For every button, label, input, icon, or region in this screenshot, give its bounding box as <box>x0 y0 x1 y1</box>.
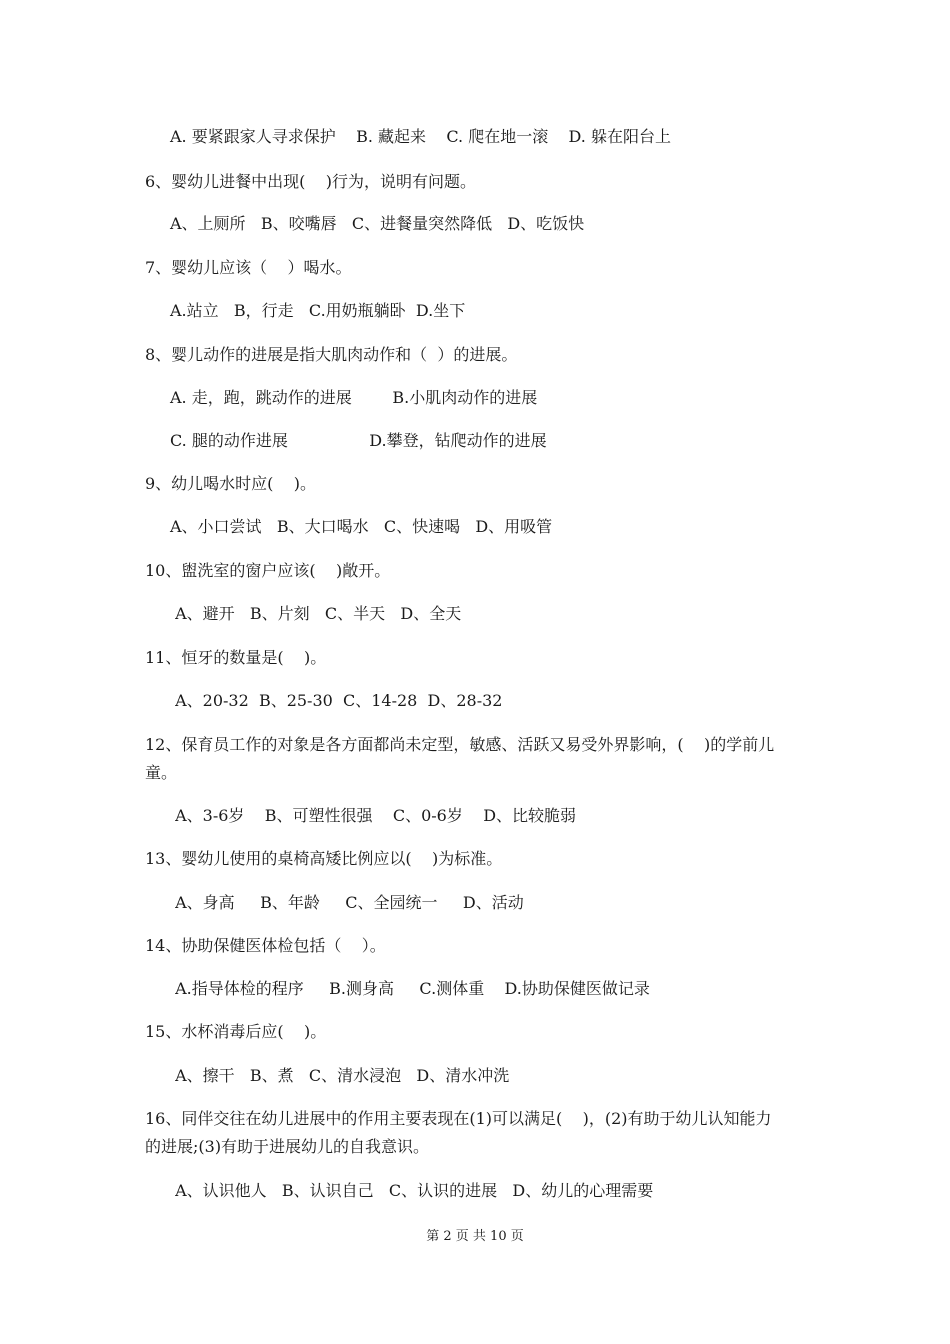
q13-question: 13、婴幼儿使用的桌椅高矮比例应以( )为标准。 <box>145 849 503 868</box>
q13-options: A、身高 B、年龄 C、全园统一 D、活动 <box>170 893 524 912</box>
q15-options: A、擦干 B、煮 C、清水浸泡 D、清水冲洗 <box>170 1066 510 1085</box>
q7-options: A.站立 B，行走 C.用奶瓶躺卧 D.坐下 <box>170 301 466 320</box>
q16-question-line1: 16、同伴交往在幼儿进展中的作用主要表现在(1)可以满足( )，(2)有助于幼儿认知能力 <box>145 1109 772 1128</box>
q11-options: A、20-32 B、25-30 C、14-28 D、28-32 <box>170 691 503 710</box>
q8-options-row1: A. 走，跑，跳动作的进展 B.小肌肉动作的进展 <box>170 388 538 407</box>
q16-question-line2: 的进展;(3)有助于进展幼儿的自我意识。 <box>145 1137 430 1156</box>
q8-question: 8、婴儿动作的进展是指大肌肉动作和（ ）的进展。 <box>145 345 518 364</box>
q11-question: 11、恒牙的数量是( )。 <box>145 648 327 667</box>
q12-question-line1: 12、保育员工作的对象是各方面都尚未定型，敏感、活跃又易受外界影响，( )的学前儿 <box>145 735 775 754</box>
q10-options: A、避开 B、片刻 C、半天 D、全天 <box>170 604 462 623</box>
q7-question: 7、婴幼儿应该（ ）喝水。 <box>145 258 352 277</box>
page-number-footer: 第 2 页 共 10 页 <box>426 1229 524 1244</box>
q16-options: A、认识他人 B、认识自己 C、认识的进展 D、幼儿的心理需要 <box>170 1181 654 1200</box>
q5-options: A. 要紧跟家人寻求保护 B. 藏起来 C. 爬在地一滚 D. 躲在阳台上 <box>170 127 671 146</box>
q14-question: 14、协助保健医体检包括（ ）。 <box>145 936 386 955</box>
q6-options: A、上厕所 B、咬嘴唇 C、进餐量突然降低 D、吃饭快 <box>170 214 585 233</box>
q12-question-line2: 童。 <box>145 763 178 782</box>
q10-question: 10、盥洗室的窗户应该( )敞开。 <box>145 561 391 580</box>
q8-options-row2: C. 腿的动作进展 D.攀登，钻爬动作的进展 <box>170 431 547 450</box>
q9-options: A、小口尝试 B、大口喝水 C、快速喝 D、用吸管 <box>170 517 553 536</box>
q6-question: 6、婴幼儿进餐中出现( )行为，说明有问题。 <box>145 172 477 191</box>
q15-question: 15、水杯消毒后应( )。 <box>145 1022 327 1041</box>
q14-options: A.指导体检的程序 B.测身高 C.测体重 D.协助保健医做记录 <box>170 979 650 998</box>
q9-question: 9、幼儿喝水时应( )。 <box>145 474 317 493</box>
q12-options: A、3-6岁 B、可塑性很强 C、0-6岁 D、比较脆弱 <box>170 806 577 825</box>
